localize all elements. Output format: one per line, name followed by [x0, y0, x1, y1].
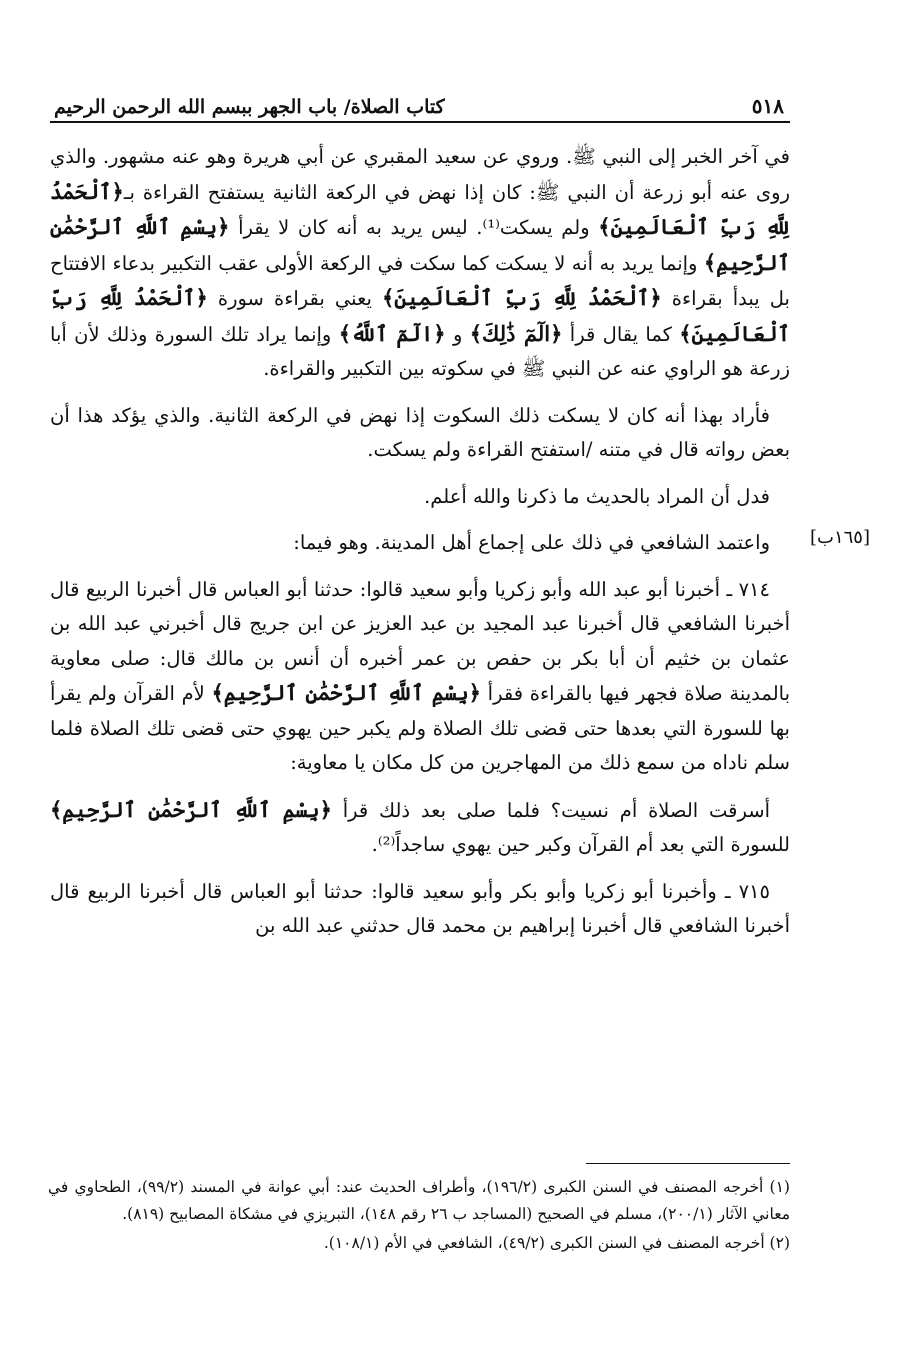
- hadith-715: ٧١٥ ـ وأخبرنا أبو زكريا وأبو بكر وأبو سعيد قالوا: حدثنا أبو العباس قال أخبرنا الربيع قال أخبرنا الشافعي قال أخبرنا إبراهيم بن محمد قال حدثني عبد الله بن: [50, 879, 790, 937]
- footnote-2: (٢) أخرجه المصنف في السنن الكبرى (٤٩/٢)، الشافعي في الأم (١٠٨/١).: [323, 1234, 790, 1252]
- footnote-1: (١) أخرجه المصنف في السنن الكبرى (١٩٦/٢)، وأطراف الحديث عند: أبي عوانة في المسند (٩٩/٢)، الطحاوي في معاني الآثار (٢٠٠/١)، مسلم في الصحيح (المساجد ب ٢٦ رقم ١٤٨)، التبريزي في مشكاة المصابيح (٨١٩).: [48, 1178, 790, 1223]
- text-run: يعني بقراءة سورة: [207, 287, 382, 310]
- paragraph-1: [50, 140, 790, 387]
- text-run: ٧١٤ ـ أخبرنا أبو عبد الله وأبو زكريا وأبو سعيد قالوا: حدثنا أبو العباس قال أخبرنا الربيع قال أخبرنا الشافعي قال أخبرنا عبد المجيد بن عبد العزيز عن ابن جريج قال أخبرني عبد الله بن عثمان بن خثيم أن أبا بكر بن حفص بن عمر أخبره أن أنس بن مالك قال: صلى معاوية بالمدينة صلاة فجهر فيها بالقراءة فقرأ: [50, 577, 791, 705]
- paragraph-4: واعتمد الشافعي في ذلك على إجماع أهل المدينة. وهو فيما:: [293, 531, 770, 554]
- quran-quote: ﴿ٱلْحَمْدُ لِلَّهِ رَبِّ ٱلْعَالَمِينَ﴾: [50, 178, 791, 239]
- paragraph-2: فأراد بهذا أنه كان لا يسكت ذلك السكوت إذا نهض في الركعة الثانية. والذي يؤكد هذا أن بعض رواته قال في متنه /استفتح القراءة ولم يسكت.: [50, 403, 790, 461]
- footnote-rule: [586, 1163, 790, 1164]
- text-run: في آخر الخبر إلى النبي ﷺ. وروي عن سعيد المقبري عن أبي هريرة وهو عنه مشهور. والذي روى عنه أبو زرعة أن النبي ﷺ: كان إذا نهض في الركعة الثانية يستفتح القراءة بـ: [50, 145, 790, 204]
- hadith-714: [50, 573, 790, 781]
- header-rule: [50, 121, 790, 123]
- main-text: [50, 140, 790, 956]
- quran-quote: ﴿ٱلْحَمْدُ لِلَّهِ رَبِّ ٱلْعَالَمِينَ﴾: [382, 285, 662, 310]
- margin-folio-marker: [١٦٥ب]: [809, 527, 870, 548]
- quran-quote: ﴿الٓمٓ ذَٰلِكَ﴾: [469, 320, 563, 346]
- quran-quote: ﴿بِسْمِ ٱللَّهِ ٱلرَّحْمَٰنِ ٱلرَّحِيمِ﴾: [211, 680, 481, 705]
- page-header: [54, 78, 784, 118]
- quran-quote: ﴿بِسْمِ ٱللَّهِ ٱلرَّحْمَٰنِ ٱلرَّحِيمِ﴾: [50, 214, 790, 275]
- text-run: لأم القرآن ولم يقرأ بها للسورة التي بعدها حتى قضى تلك الصلاة ولم يكبر حين يهوي حتى قضى تلك الصلاة فلما سلم ناداه من سمع ذلك من المهاجرين من كل مكان يا معاوية:: [50, 682, 790, 774]
- text-run: و: [445, 322, 470, 346]
- text-run: ولم يسكت⁽¹⁾. ليس يريد به أنه كان لا يقرأ: [229, 216, 599, 239]
- text-run: للسورة التي بعد أم القرآن وكبر حين يهوي ساجداً⁽²⁾.: [371, 833, 790, 856]
- text-run: وإنما يراد تلك السورة وذلك لأن أبا زرعة هو الراوي عنه عن النبي ﷺ في سكوته بين التكبير والقراءة.: [50, 322, 790, 380]
- text-run: أسرقت الصلاة أم نسيت؟ فلما صلى بعد ذلك قرأ: [331, 798, 770, 822]
- text-run: وإنما يريد به أنه لا يسكت كما سكت في الركعة الأولى عقب التكبير بدعاء الافتتاح بل يبدأ بقراءة: [50, 251, 790, 310]
- running-title: كتاب الصلاة/ باب الجهر ببسم الله الرحمن الرحيم: [54, 96, 445, 118]
- page-number: ٥١٨: [751, 94, 784, 118]
- quran-quote: ﴿الٓمٓ ٱللَّهُ﴾: [338, 320, 446, 346]
- text-run: كما يقال قرأ: [562, 322, 680, 346]
- paragraph-3: فدل أن المراد بالحديث ما ذكرنا والله أعلم.: [424, 484, 770, 508]
- footnotes: [48, 1174, 790, 1259]
- paragraph-6: [50, 793, 790, 863]
- quran-quote: ﴿ٱلْحَمْدُ لِلَّهِ رَبِّ ٱلْعَالَمِينَ﴾: [50, 285, 790, 346]
- quran-quote: ﴿بِسْمِ ٱللَّهِ ٱلرَّحْمَٰنِ ٱلرَّحِيمِ﴾: [50, 796, 332, 822]
